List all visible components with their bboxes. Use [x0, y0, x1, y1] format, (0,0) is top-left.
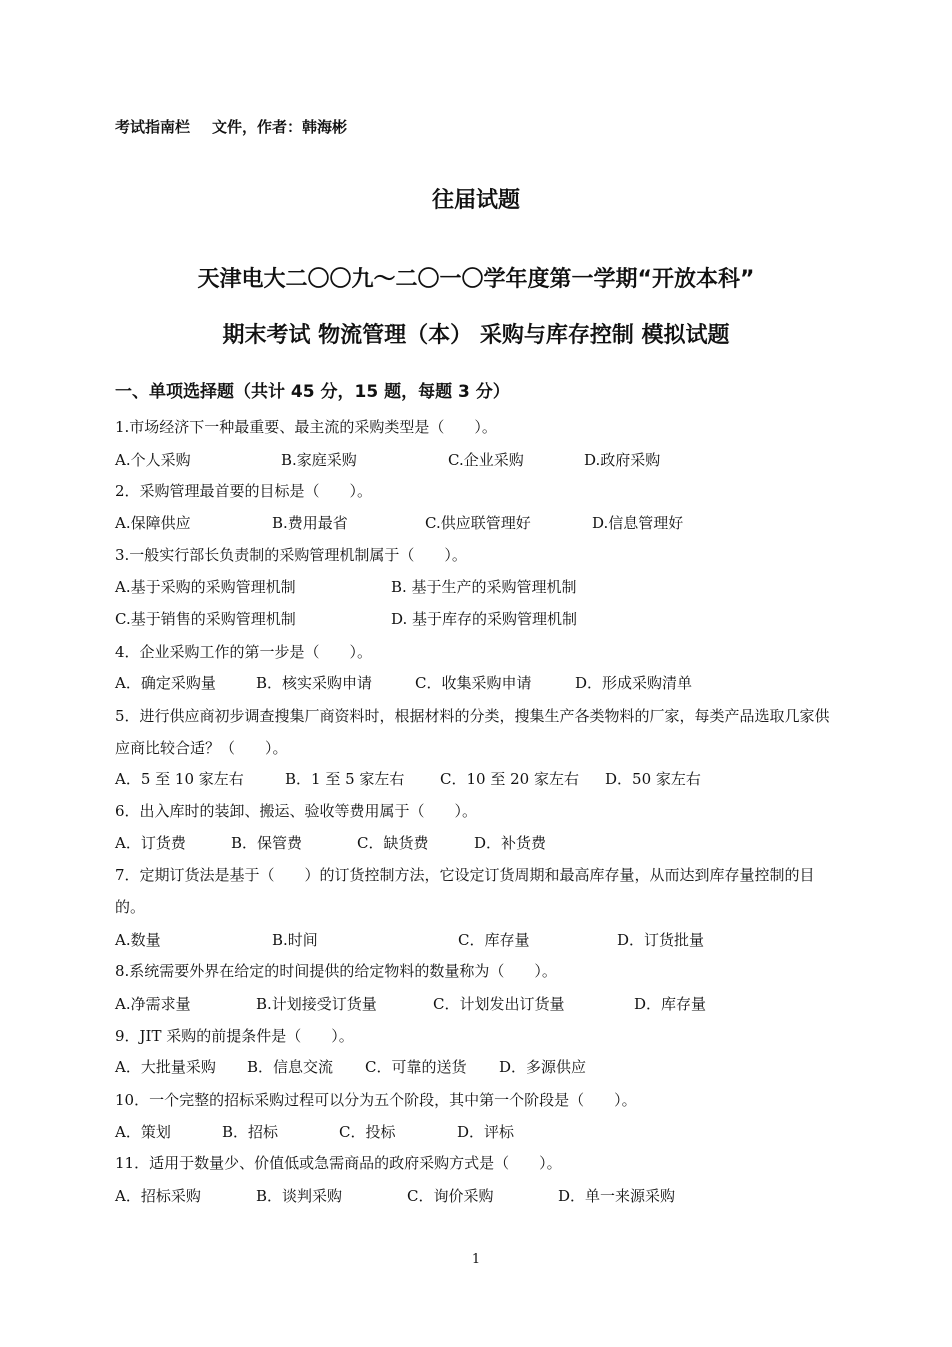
option-b: B．信息交流 — [247, 1058, 334, 1076]
option-b: B．保管费 — [231, 834, 303, 852]
option-b: B.时间 — [272, 931, 318, 949]
option-c: C．收集采购申请 — [415, 674, 532, 692]
question-9: 9．JIT 采购的前提条件是（ ）。 — [115, 1027, 354, 1045]
question-10-options — [115, 1122, 843, 1142]
option-a: A.基于采购的采购管理机制 — [115, 578, 296, 596]
option-b: B.费用最省 — [272, 514, 348, 532]
option-b: B．核实采购申请 — [256, 674, 373, 692]
question-9-options — [115, 1057, 843, 1077]
question-3: 3.一般实行部长负责制的采购管理机制属于（ ）。 — [115, 546, 467, 564]
question-10: 10．一个完整的招标采购过程可以分为五个阶段，其中第一个阶段是（ ）。 — [115, 1091, 637, 1109]
option-d: D. 基于库存的采购管理机制 — [391, 610, 578, 628]
exam-title-line2: 期末考试 物流管理（本） 采购与库存控制 模拟试题 — [222, 323, 730, 348]
option-c: C．10 至 20 家左右 — [440, 770, 579, 788]
option-d: D.政府采购 — [584, 451, 661, 469]
file-author: 文件，作者：韩海彬 — [212, 118, 348, 136]
option-a: A.净需求量 — [115, 995, 191, 1013]
option-c: C.基于销售的采购管理机制 — [115, 610, 296, 628]
question-11: 11．适用于数量少、价值低或急需商品的政府采购方式是（ ）。 — [115, 1154, 562, 1172]
option-a: A.个人采购 — [115, 451, 191, 469]
option-d: D．补货费 — [474, 834, 547, 852]
question-3-options-ab — [115, 577, 843, 597]
question-6: 6．出入库时的装卸、搬运、验收等费用属于（ ）。 — [115, 802, 478, 820]
option-a: A.保障供应 — [115, 514, 191, 532]
question-4-options — [115, 673, 843, 693]
question-7-options — [115, 930, 843, 950]
option-d: D．50 家左右 — [605, 770, 701, 788]
question-1: 1.市场经济下一种最重要、最主流的采购类型是（ ）。 — [115, 418, 497, 436]
option-c: C.供应联管理好 — [425, 514, 531, 532]
option-b: B. 基于生产的采购管理机制 — [391, 578, 577, 596]
section-title: 一、单项选择题（共计 45 分，15 题，每题 3 分） — [115, 382, 510, 402]
option-b: B.计划接受订货量 — [256, 995, 377, 1013]
option-d: D．形成采购清单 — [575, 674, 693, 692]
question-2: 2．采购管理最首要的目标是（ ）。 — [115, 482, 373, 500]
page-number: 1 — [471, 1252, 481, 1267]
option-a: A．招标采购 — [115, 1187, 201, 1205]
option-a: A．订货费 — [115, 834, 186, 852]
main-title: 往届试题 — [431, 188, 520, 213]
option-c: C．库存量 — [458, 931, 530, 949]
question-7: 7．定期订货法是基于（ ）的订货控制方法，它设定订货周期和最高库存量，从而达到库存量控制的目的。 — [115, 866, 815, 916]
guide-label: 考试指南栏 — [115, 118, 191, 136]
option-a: A．策划 — [115, 1123, 171, 1141]
option-a: A.数量 — [115, 931, 161, 949]
option-b: B.家庭采购 — [281, 451, 357, 469]
question-5: 5．进行供应商初步调查搜集厂商资料时，根据材料的分类，搜集生产各类物料的厂家，每类产品选取几家供应商比较合适？（ ）。 — [115, 707, 830, 757]
option-d: D．订货批量 — [617, 931, 705, 949]
option-d: D．单一来源采购 — [558, 1187, 676, 1205]
option-c: C．询价采购 — [407, 1187, 494, 1205]
option-d: D.信息管理好 — [592, 514, 684, 532]
option-c: C．可靠的送货 — [365, 1058, 467, 1076]
exam-title-line1: 天津电大二〇〇九～二〇一〇学年度第一学期“开放本科” — [197, 267, 755, 292]
question-2-options — [115, 513, 843, 533]
question-8-options — [115, 994, 843, 1014]
option-d: D．库存量 — [634, 995, 707, 1013]
option-d: D．评标 — [457, 1123, 515, 1141]
question-11-options — [115, 1186, 843, 1206]
option-c: C．缺货费 — [357, 834, 429, 852]
option-c: C.企业采购 — [448, 451, 524, 469]
option-c: C．计划发出订货量 — [433, 995, 565, 1013]
question-3-options-cd — [115, 609, 843, 629]
question-1-options — [115, 450, 843, 470]
option-b: B．谈判采购 — [256, 1187, 343, 1205]
option-b: B．1 至 5 家左右 — [285, 770, 405, 788]
option-c: C．投标 — [339, 1123, 396, 1141]
option-a: A．大批量采购 — [115, 1058, 216, 1076]
guide-header — [115, 116, 347, 137]
question-8: 8.系统需要外界在给定的时间提供的给定物料的数量称为（ ）。 — [115, 962, 557, 980]
option-d: D．多源供应 — [499, 1058, 587, 1076]
question-4: 4．企业采购工作的第一步是（ ）。 — [115, 643, 373, 661]
question-6-options — [115, 833, 843, 853]
question-5-options — [115, 769, 843, 789]
option-b: B．招标 — [222, 1123, 279, 1141]
option-a: A．5 至 10 家左右 — [115, 770, 244, 788]
option-a: A．确定采购量 — [115, 674, 216, 692]
